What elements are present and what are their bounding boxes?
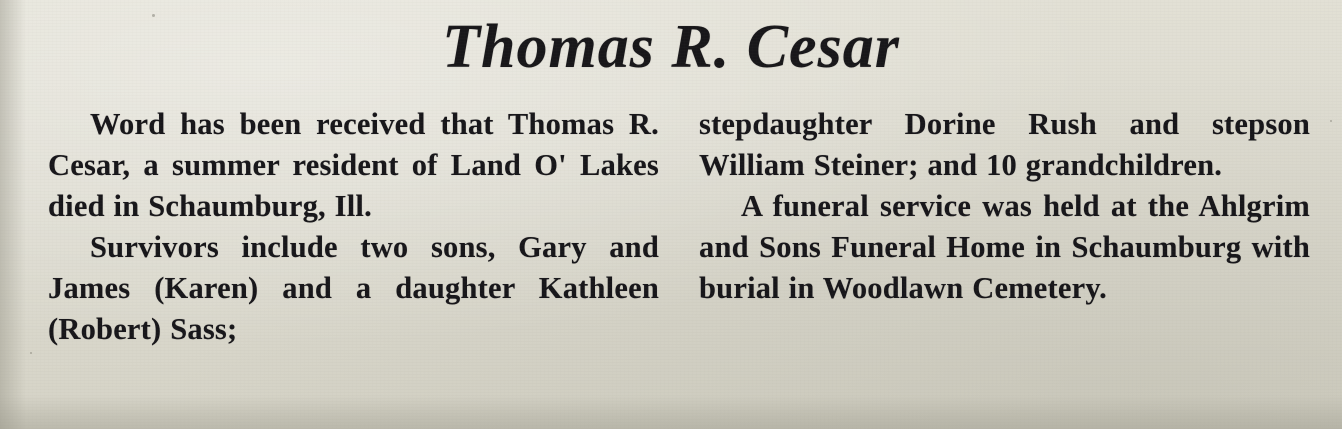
paper-speck <box>1330 120 1332 122</box>
paper-edge-shadow-bottom <box>0 395 1342 429</box>
article-columns <box>48 104 1310 350</box>
paragraph: Survivors include two sons, Gary and James (Karen) and a daughter Kathleen (Robert) Sass; <box>48 230 659 346</box>
paper-speck <box>30 352 32 354</box>
paragraph: A funeral service was held at the Ahlgrim and Sons Funeral Home in Schaumburg with burial in Woodlawn Cemetery. <box>699 189 1310 305</box>
column-left <box>48 104 659 350</box>
column-right <box>699 104 1310 350</box>
paragraph: Word has been received that Thomas R. Cesar, a summer resident of Land O' Lakes died in Schaumburg, Ill. <box>48 107 659 223</box>
paragraph: stepdaughter Dorine Rush and stepson William Steiner; and 10 grandchildren. <box>699 107 1310 182</box>
obituary-headline: Thomas R. Cesar <box>442 13 900 81</box>
